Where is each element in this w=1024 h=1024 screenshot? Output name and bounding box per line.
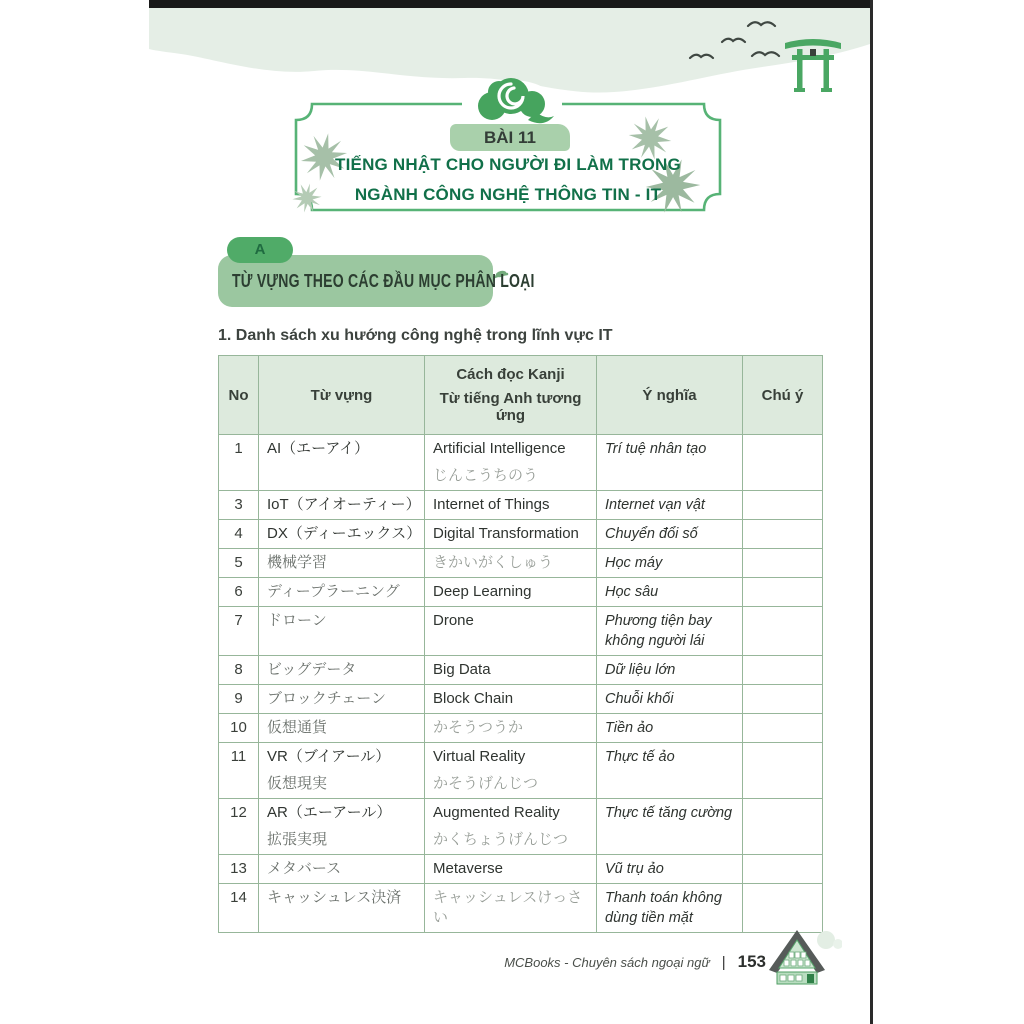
publisher-imprint: MCBooks - Chuyên sách ngoại ngữ — [504, 954, 710, 970]
cell-note — [743, 855, 823, 884]
page-footer — [300, 952, 766, 972]
col-header-note: Chú ý — [743, 356, 823, 435]
cell-no: 3 — [219, 491, 259, 520]
cell-term: ドローン — [259, 607, 425, 656]
cell-no: 13 — [219, 855, 259, 884]
cell-reading: Digital Transformation — [425, 520, 597, 549]
cell-meaning: Thực tế tăng cường — [597, 799, 743, 855]
cell-reading: Deep Learning — [425, 578, 597, 607]
cell-note — [743, 799, 823, 855]
vocab-table — [218, 355, 823, 933]
table-row — [219, 799, 823, 855]
cell-meaning: Trí tuệ nhân tạo — [597, 435, 743, 491]
cell-no: 7 — [219, 607, 259, 656]
birds-icon — [680, 16, 790, 74]
cell-meaning: Dữ liệu lớn — [597, 656, 743, 685]
cell-note — [743, 435, 823, 491]
cell-no: 12 — [219, 799, 259, 855]
cell-term: 機械学習 — [259, 549, 425, 578]
table-row — [219, 607, 823, 656]
cell-meaning: Thanh toán không dùng tiền mặt — [597, 884, 743, 933]
col-header-reading — [425, 356, 597, 435]
cell-no: 11 — [219, 743, 259, 799]
table-row — [219, 549, 823, 578]
cell-meaning: Chuyển đổi số — [597, 520, 743, 549]
cell-note — [743, 520, 823, 549]
cell-term: ディープラーニング — [259, 578, 425, 607]
table-row — [219, 656, 823, 685]
col-header-meaning: Ý nghĩa — [597, 356, 743, 435]
cell-term: ブロックチェーン — [259, 685, 425, 714]
table-row — [219, 714, 823, 743]
cell-note — [743, 743, 823, 799]
cell-no: 4 — [219, 520, 259, 549]
cell-reading: Virtual Reality かそうげんじつ — [425, 743, 597, 799]
col-header-no: No — [219, 356, 259, 435]
cell-no: 9 — [219, 685, 259, 714]
cell-reading: Drone — [425, 607, 597, 656]
cell-term: AI（エーアイ） — [259, 435, 425, 491]
cell-no: 8 — [219, 656, 259, 685]
vocab-table-header — [219, 356, 823, 435]
cell-no: 10 — [219, 714, 259, 743]
cell-meaning: Học sâu — [597, 578, 743, 607]
cell-reading: かそうつうか — [425, 714, 597, 743]
col-header-term: Từ vựng — [259, 356, 425, 435]
cell-no: 6 — [219, 578, 259, 607]
cloud-icon — [466, 70, 556, 130]
cell-reading: キャッシュレスけっさい — [425, 884, 597, 933]
cell-term: VR（ブイアール） 仮想現実 — [259, 743, 425, 799]
cell-meaning: Vũ trụ ảo — [597, 855, 743, 884]
torii-gate-icon — [784, 34, 842, 94]
cell-meaning: Thực tế ảo — [597, 743, 743, 799]
cell-reading: Artificial Intelligence じんこうちのう — [425, 435, 597, 491]
page-number: 153 — [737, 952, 766, 971]
cell-note — [743, 607, 823, 656]
page-right-edge — [870, 0, 873, 1024]
cell-note — [743, 549, 823, 578]
cell-note — [743, 714, 823, 743]
col-header-reading-line1: Cách đọc Kanji — [456, 366, 565, 383]
vocab-table-body — [219, 435, 823, 933]
vocab-table-grid — [218, 355, 823, 933]
cell-no: 14 — [219, 884, 259, 933]
lesson-title-line2: NGÀNH CÔNG NGHỆ THÔNG TIN - IT — [354, 185, 662, 204]
farmhouse-icon — [768, 928, 842, 990]
cell-note — [743, 685, 823, 714]
cell-meaning: Phương tiện bay không người lái — [597, 607, 743, 656]
cell-meaning: Học máy — [597, 549, 743, 578]
table-row — [219, 520, 823, 549]
cell-reading: Big Data — [425, 656, 597, 685]
table-row — [219, 743, 823, 799]
lesson-badge: BÀI 11 — [450, 124, 570, 151]
cell-reading: きかいがくしゅう — [425, 549, 597, 578]
section-badge: A — [227, 237, 293, 263]
cell-term: DX（ディーエックス） — [259, 520, 425, 549]
cell-no: 1 — [219, 435, 259, 491]
cell-term: IoT（アイオーティー） — [259, 491, 425, 520]
table-row — [219, 491, 823, 520]
cell-term: AR（エーアール） 拡張実現 — [259, 799, 425, 855]
cell-no: 5 — [219, 549, 259, 578]
table-row — [219, 855, 823, 884]
table-row — [219, 884, 823, 933]
cell-note — [743, 578, 823, 607]
list-title: 1. Danh sách xu hướng công nghệ trong lĩnh vực IT — [218, 327, 613, 344]
section-heading: TỪ VỰNG THEO CÁC ĐẦU MỤC PHÂN LOẠI — [232, 271, 535, 291]
cell-term: 仮想通貨 — [259, 714, 425, 743]
cell-reading: Augmented Reality かくちょうげんじつ — [425, 799, 597, 855]
cell-note — [743, 656, 823, 685]
cell-note — [743, 491, 823, 520]
col-header-reading-line2: Từ tiếng Anh tương ứng — [439, 390, 582, 424]
cell-reading: Metaverse — [425, 855, 597, 884]
cell-reading: Block Chain — [425, 685, 597, 714]
cell-meaning: Chuỗi khối — [597, 685, 743, 714]
cell-term: キャッシュレス決済 — [259, 884, 425, 933]
cell-reading: Internet of Things — [425, 491, 597, 520]
table-row — [219, 685, 823, 714]
table-row — [219, 435, 823, 491]
footer-separator: | — [721, 953, 726, 971]
lesson-title — [296, 153, 720, 206]
cell-meaning: Internet vạn vật — [597, 491, 743, 520]
page-top-edge — [149, 0, 872, 8]
cell-term: メタバース — [259, 855, 425, 884]
cell-note — [743, 884, 823, 933]
table-row — [219, 578, 823, 607]
cell-meaning: Tiền ảo — [597, 714, 743, 743]
cell-term: ビッグデータ — [259, 656, 425, 685]
lesson-title-line1: TIẾNG NHẬT CHO NGƯỜI ĐI LÀM TRONG — [335, 155, 681, 174]
